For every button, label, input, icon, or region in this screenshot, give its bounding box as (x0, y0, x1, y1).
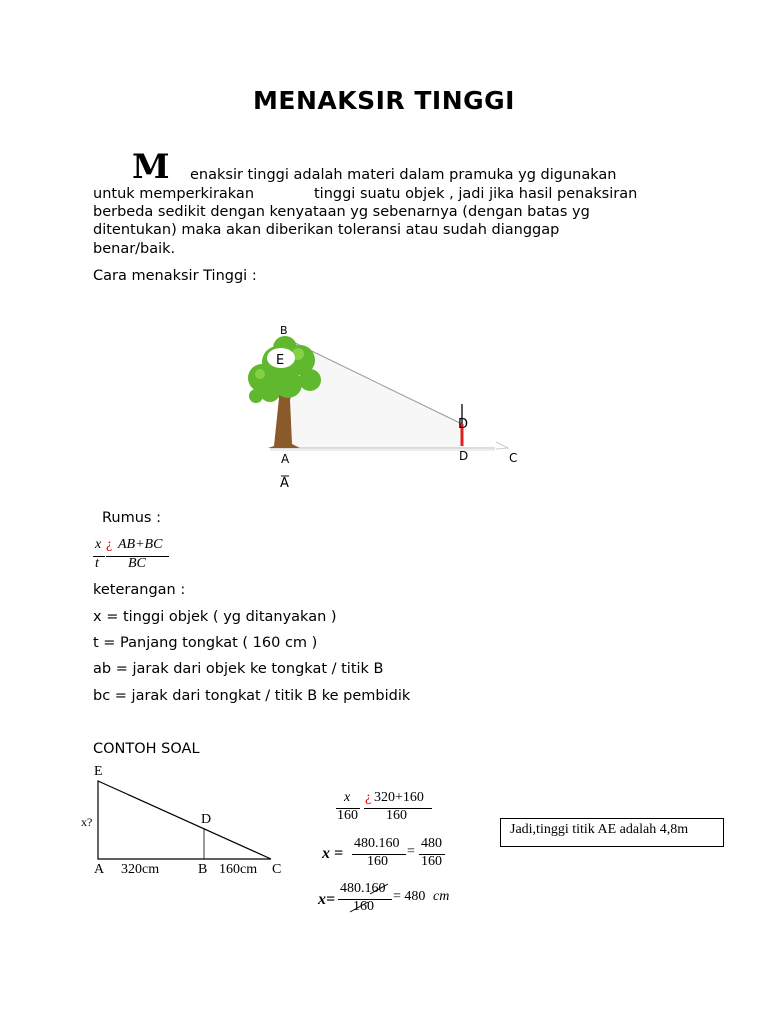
ex-label-c: C (272, 862, 282, 877)
drop-cap: M (132, 147, 170, 187)
arrow-mark (496, 442, 508, 449)
rumus-denominator: BC (128, 556, 146, 571)
rumus-x: x (95, 537, 102, 552)
step3-unit: cm (433, 889, 450, 904)
ex-label-b: B (198, 862, 208, 877)
intro-line-2a: untuk memperkirakan (93, 186, 255, 202)
step2-lhs: x = (322, 845, 344, 862)
example-triangle (98, 781, 271, 859)
cara-label: Cara menaksir Tinggi : (93, 268, 257, 284)
step2-denominator: 160 (367, 854, 388, 869)
contoh-label: CONTOH SOAL (93, 741, 200, 757)
step3-denominator: 160 (353, 899, 374, 914)
label-a-below: A (280, 476, 289, 491)
step1-t: 160 (337, 808, 358, 823)
step2-numerator: 480.160 (354, 836, 400, 851)
rumus-label: Rumus : (102, 510, 161, 526)
label-d-bottom: D (459, 449, 469, 463)
ex-label-a: A (94, 862, 105, 877)
label-a: A (281, 452, 290, 466)
step3-numerator: 480.160 (340, 881, 386, 896)
step3-result: = 480 (393, 889, 426, 904)
keterangan-item: t = Panjang tongkat ( 160 cm ) (93, 635, 318, 651)
step1-x: x (344, 790, 351, 805)
intro-line-3: berbeda sedikit dengan kenyataan yg sebenarnya (dengan batas yg (93, 204, 590, 220)
intro-line-2b: tinggi suatu objek , jadi jika hasil penaksiran (314, 186, 638, 202)
label-b: B (280, 324, 288, 337)
cancel-strikes (340, 880, 400, 916)
label-e: E (276, 353, 285, 368)
page-title: MENAKSIR TINGGI (253, 86, 515, 115)
label-c: C (509, 451, 518, 465)
intro-line-4: ditentukan) maka akan diberikan toleransi atau sudah dianggap (93, 222, 560, 238)
ex-label-x: x? (81, 815, 93, 829)
ex-label-bc: 160cm (219, 862, 258, 877)
step2-den2: 160 (421, 854, 442, 869)
step2-equals: = (407, 844, 415, 859)
step1-symbol: ¿ (365, 790, 372, 805)
intro-line-1: enaksir tinggi adalah materi dalam pramuka yg digunakan (190, 167, 617, 183)
label-d: D (458, 417, 469, 432)
keterangan-label: keterangan : (93, 582, 186, 598)
rumus-numerator: AB+BC (118, 537, 163, 552)
answer-box: Jadi,tinggi titik AE adalah 4,8m (500, 818, 724, 847)
example-triangle-figure (75, 760, 295, 880)
keterangan-item: ab = jarak dari objek ke tongkat / titik B (93, 661, 384, 677)
rumus-t: t (95, 556, 99, 571)
ex-label-d: D (201, 812, 212, 827)
keterangan-item: bc = jarak dari tongkat / titik B ke pembidik (93, 688, 411, 704)
tree-height-figure (230, 318, 530, 498)
intro-line-5: benar/baik. (93, 241, 176, 257)
step1-denominator: 160 (386, 808, 407, 823)
step3-lhs: x= (318, 891, 336, 908)
rumus-symbol: ¿ (106, 537, 113, 552)
step1-numerator: 320+160 (374, 790, 424, 805)
ex-label-ab: 320cm (121, 862, 160, 877)
ex-label-e: E (94, 764, 103, 779)
step2-num2: 480 (421, 836, 442, 851)
keterangan-item: x = tinggi objek ( yg ditanyakan ) (93, 609, 337, 625)
